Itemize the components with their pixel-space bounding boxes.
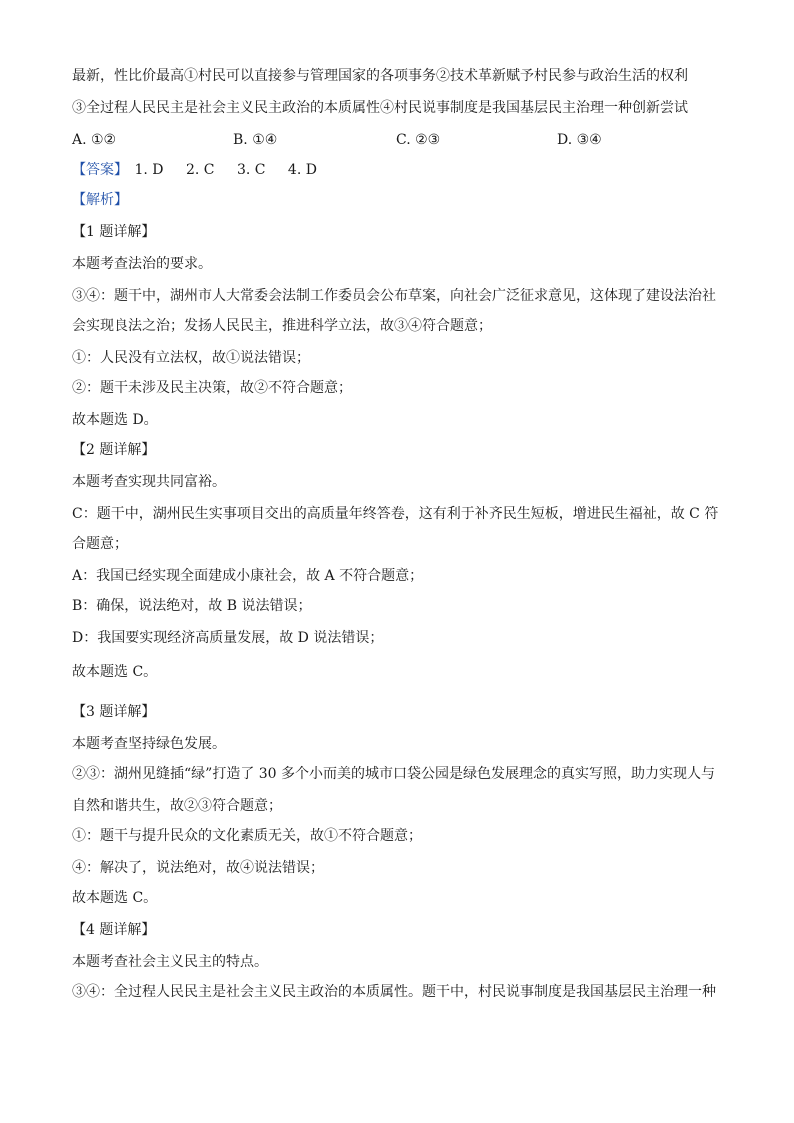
q2-line: 本题考查实现共同富裕。	[72, 474, 226, 490]
q1-line: ①：人民没有立法权，故①说法错误；	[72, 350, 310, 366]
q2-line: 故本题选 C。	[72, 664, 158, 680]
option-a: A. ①②	[72, 132, 117, 148]
q4-line: ③④：全过程人民民主是社会主义民主政治的本质属性。题干中，村民说事制度是我国基层民主治理一种	[72, 984, 716, 1000]
q4-heading: 【4 题详解】	[72, 922, 156, 938]
q2-heading: 【2 题详解】	[72, 442, 156, 458]
q1-line: ③④：题干中，湖州市人大常委会法制工作委员会公布草案，向社会广泛征求意见，这体现了建设法治社	[72, 288, 716, 304]
q3-line: ②③：湖州见缝插“绿”打造了 30 多个小而美的城市口袋公园是绿色发展理念的真实写照，助力实现人与	[72, 766, 716, 782]
q2-line: D：我国要实现经济高质量发展，故 D 说法错误；	[72, 630, 384, 646]
q3-line: ①：题干与提升民众的文化素质无关，故①不符合题意；	[72, 828, 422, 844]
option-c: C. ②③	[396, 132, 441, 148]
option-d: D. ③④	[557, 132, 602, 148]
q1-heading: 【1 题详解】	[72, 224, 156, 240]
answer-item: 2. C	[185, 162, 215, 178]
option-b: B. ①④	[233, 132, 278, 148]
q3-line: 本题考查坚持绿色发展。	[72, 736, 226, 752]
q1-line: 本题考查法治的要求。	[72, 256, 212, 272]
answer-item: 4. D	[287, 162, 317, 178]
q2-line: B：确保，说法绝对，故 B 说法错误；	[72, 598, 312, 614]
q3-heading: 【3 题详解】	[72, 704, 156, 720]
q3-line: ④：解决了，说法绝对，故④说法错误；	[72, 860, 324, 876]
q1-line: ②：题干未涉及民主决策，故②不符合题意；	[72, 380, 352, 396]
q3-line: 自然和谐共生，故②③符合题意；	[72, 798, 282, 814]
analysis-label: 【解析】	[72, 192, 128, 208]
answer-item: 1. D	[134, 162, 164, 178]
q2-line: A：我国已经实现全面建成小康社会，故 A 不符合题意；	[72, 568, 424, 584]
q3-line: 故本题选 C。	[72, 890, 158, 906]
q2-line: C：题干中，湖州民生实事项目交出的高质量年终答卷，这有利于补齐民生短板，增进民生福祉，故 C 符	[72, 506, 719, 522]
answer-label: 【答案】	[72, 162, 128, 178]
q2-line: 合题意；	[72, 536, 128, 552]
q4-line: 本题考查社会主义民主的特点。	[72, 954, 268, 970]
answer-line	[72, 160, 335, 180]
question-text-line: ③全过程人民民主是社会主义民主政治的本质属性④村民说事制度是我国基层民主治理一种创新尝试	[72, 100, 688, 116]
question-text-line: 最新，性比价最高①村民可以直接参与管理国家的各项事务②技术革新赋予村民参与政治生活的权利	[72, 68, 688, 84]
q1-line: 会实现良法之治；发扬人民民主，推进科学立法，故③④符合题意；	[72, 318, 492, 334]
answer-item: 3. C	[236, 162, 266, 178]
q1-line: 故本题选 D。	[72, 412, 158, 428]
